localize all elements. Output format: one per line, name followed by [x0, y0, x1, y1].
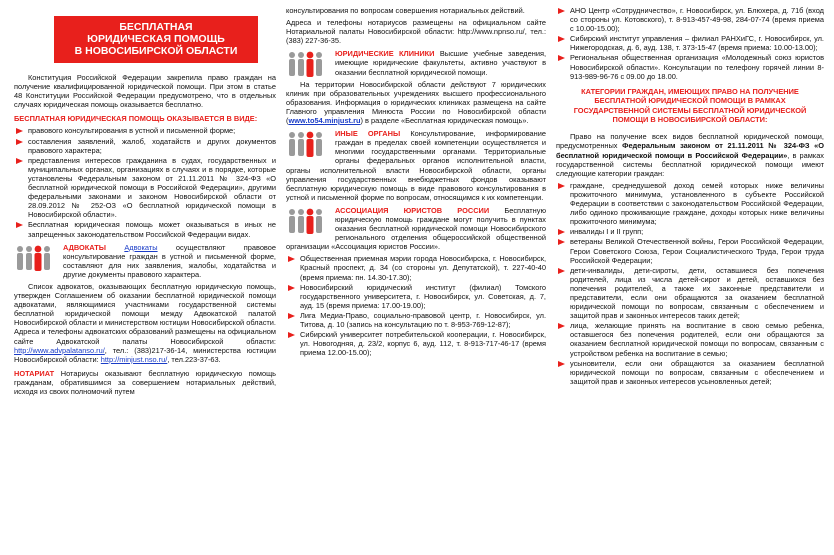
- forms-list: [14, 126, 276, 238]
- notary-addresses: Адреса и телефоны нотариусов размещены на официальном сайте Нотариальной палаты Новосибирской области: http://www.npnso.ru/, тел.: (383) 227-36-35.: [286, 18, 546, 46]
- advocates-text: осуществляют правовое консультирование граждан в устной и письменной форме, составляют для них заявления, жалобы, ходатайства и другие документы правового характера.: [63, 242, 276, 279]
- intro-paragraph: Конституция Российской Федерации закрепила право граждан на получение квалифицированной юридической помощи. При этом в статье 48 Конституции Российской Федерации предусмотрено, что в отдельных случаях юридическая помощь оказывается бесплатно.: [14, 73, 276, 110]
- list-item: ветераны Великой Отечественной войны, Герои Российской Федерации, Герои Советского Союза, Герои Социалистического Труда, Герои труда Российской Федерации;: [556, 237, 824, 264]
- clinics-section: [286, 49, 546, 125]
- list-item: АНО Центр «Сотрудничество», г. Новосибирск, ул. Блюхера, д. 71б (вход со стороны ул. Котовского), т. 8-913-457-49-98, 284-07-74 (время приема с 10.00-15.00);: [556, 6, 824, 33]
- clinics-text: Высшие учебные заведения, имеющие юридические факультеты, активно участвуют в оказании бесплатной юридической помощи.: [335, 49, 546, 77]
- categories-intro-a: Право на получение всех видов бесплатной юридической помощи, предусмотренных: [556, 132, 824, 151]
- list-item: Лига Медиа-Право, социально-правовой центр, г. Новосибирск, ул. Титова, д. 10 (запись на консультацию по т. 8-953-769-12-87);: [286, 311, 546, 329]
- association-title: АССОЦИАЦИЯ ЮРИСТОВ РОССИИ: [335, 205, 490, 215]
- people-group-icon: [286, 50, 330, 78]
- association-points-list: [286, 254, 546, 357]
- other-bodies-section: [286, 129, 546, 202]
- categories-heading: КАТЕГОРИИ ГРАЖДАН, ИМЕЮЩИХ ПРАВО НА ПОЛУЧЕНИЕ БЕСПЛАТНОЙ ЮРИДИЧЕСКОЙ ПОМОЩИ В РАМКАХ ГОСУДАРСТВЕННОЙ СИСТЕМЫ БЕСПЛАТНОЙ ЮРИДИЧЕСКОЙ ПОМОЩИ В НОВОСИБИРСКОЙ ОБЛАСТИ:: [573, 86, 807, 124]
- list-item: Сибирский институт управления – филиал РАНХиГС, г. Новосибирск, ул. Нижегородская, д. 6, ауд. 138, т. 373-15-47 (время приема: 10.00-13.00);: [556, 34, 824, 52]
- column-2: [286, 6, 546, 555]
- association-points-continued: [556, 6, 824, 81]
- title-line-2: ЮРИДИЧЕСКАЯ ПОМОЩЬ: [87, 33, 225, 45]
- categories-intro-c: , в рамках государственной системы бесплатной юридической помощи имеют следующие категории граждан:: [556, 150, 824, 178]
- categories-list: [556, 181, 824, 386]
- list-item: граждане, среднедушевой доход семей которых ниже величины прожиточного минимума, установленного в субъекте Российской Федерации в соответствии с законодательством Российской Федерации, либо одиноко проживающие граждане, доходы которых ниже величины прожиточного минимума;: [556, 181, 824, 226]
- clinics-title: ЮРИДИЧЕСКИЕ КЛИНИКИ: [335, 49, 435, 59]
- other-bodies-text: Консультирование, информирование граждан в пределах своей компетенции осуществляется и многими государственными органами. Территориальные органы федеральных органов исполнительной власти, органы исполнительной власти Новосибирской области, органы управления государственных внебюджетных фондов оказывают бесплатную юридическую помощь в виде правового консультирования в устной и письменной форме по вопросам, относящимся к их компетенции.: [286, 129, 546, 202]
- list-item: Новосибирский юридический институт (филиал) Томского государственного университета, г. Новосибирск, ул. Советская, д. 7, ауд. 15 (время приема: 17.00-19.00);: [286, 283, 546, 310]
- other-bodies-title: ИНЫЕ ОРГАНЫ: [335, 129, 401, 139]
- association-text: Бесплатную юридическую помощь граждане могут получить в пунктах оказания бесплатной юридической помощи Новосибирского регионального отделения общероссийской общественной организации «Ассоциация юристов России».: [286, 205, 546, 252]
- notary-title: НОТАРИАТ: [14, 368, 55, 378]
- list-item: Региональная общественная организация «Молодежный союз юристов Новосибирской области». Консультации по телефону горячей линии 8-913-989-96-76 с 09.00 до 18.00.: [556, 53, 824, 80]
- advocates-link[interactable]: Адвокаты: [124, 242, 158, 252]
- list-item: Общественная приемная мэрии города Новосибирска, г. Новосибирск, Красный проспект, д. 34 (со стороны ул. Депутатской), т. 227-40-40 (время приема: пн. 14.30-17.30);: [286, 254, 546, 281]
- advocates-title: АДВОКАТЫ: [63, 242, 107, 252]
- list-item: Сибирский университет потребительской кооперации, г. Новосибирск, ул. Новогодняя, д. 23/2, корпус 6, ауд. 112, т. 8-913-717-46-17 (время приема 12.00-15.00);: [286, 330, 546, 357]
- list-item: лица, желающие принять на воспитание в свою семью ребенка, оставшегося без попечения родителей, если они обращаются за оказанием бесплатной юридической помощи по вопросам, связанным с устройством ребенка на воспитание в семью;: [556, 321, 824, 357]
- forms-heading: БЕСПЛАТНАЯ ЮРИДИЧЕСКАЯ ПОМОЩЬ ОКАЗЫВАЕТСЯ В ВИДЕ:: [14, 114, 258, 124]
- list-item: представления интересов гражданина в судах, государственных и муниципальных органах, организациях в случаях и в порядке, которые установлены Федеральным законом от 21.11.2011 № 324-ФЗ «О бесплатной юридической помощи в Российской Федерации», другими федеральными законами и законом Новосибирской области от 28.09.2012 № 252-ОЗ «О бесплатной юридической помощи в Новосибирской области».: [14, 156, 276, 220]
- list-item: Бесплатная юридическая помощь может оказываться в иных не запрещенных законодательством Российской Федерации видах.: [14, 220, 276, 238]
- association-section: [286, 206, 546, 358]
- federal-law-reference: Федеральным законом от 21.11.2011 № 324-ФЗ «О бесплатной юридической помощи в Российской Федерации»: [556, 141, 824, 160]
- minjust-phone: , тел.223-37-63.: [167, 354, 221, 364]
- list-item: составления заявлений, жалоб, ходатайств и других документов правового характера;: [14, 137, 276, 155]
- clinics-more-a: На территории Новосибирской области действуют 7 юридических клиник при образовательных учреждениях высшего профессионального образования. Информация о юридических клиниках размещена на сайте Главного управления Минюста России по Новосибирской области (: [286, 79, 546, 126]
- clinics-more-b: ) в разделе «Бесплатная юридическая помощь».: [360, 116, 529, 126]
- list-item: усыновители, если они обращаются за оказанием бесплатной юридической помощи по вопросам, связанным с обеспечением и защитой прав и законных интересов усыновленных детей;: [556, 359, 824, 386]
- column-1: [14, 6, 276, 555]
- advocates-section: [14, 243, 276, 364]
- column-3: [556, 6, 824, 555]
- advpalata-link[interactable]: http://www.advpalatanso.ru/: [14, 345, 105, 355]
- list-item: правового консультирования в устной и письменной форме;: [14, 126, 276, 135]
- title-line-1: БЕСПЛАТНАЯ: [119, 21, 193, 33]
- list-item: дети-инвалиды, дети-сироты, дети, оставшиеся без попечения родителей, лица из числа детей-сирот и детей, оставшихся без попечения родителей, а также их законные представители и представители, если они обращаются за оказанием бесплатной юридической помощи по вопросам, связанным с обеспечением и защитой прав и законных интересов таких детей;: [556, 266, 824, 321]
- minjust-link[interactable]: http://minjust.nso.ru/: [100, 354, 168, 364]
- list-item: инвалиды I и II групп;: [556, 227, 824, 236]
- notary-continued: консультирования по вопросам совершения нотариальных действий.: [286, 6, 525, 15]
- people-group-icon: [286, 207, 330, 235]
- brochure-title: [54, 16, 258, 63]
- to54-link[interactable]: www.to54.minjust.ru: [288, 116, 361, 126]
- advocates-phone: , тел.: (383)217-36-14, министерства юстиции Новосибирской области:: [14, 345, 276, 364]
- advocates-list-text: Список адвокатов, оказывающих бесплатную юридическую помощь, утвержден Соглашением об оказании бесплатной юридической помощи адвокатами, являющимися участниками государственной системы бесплатной юридической помощи между Адвокатской палатой Новосибирской области и министерством юстиции Новосибирской области. Адреса и телефоны адвокатских образований размещены на официальном сайте Адвокатской палаты Новосибирской области:: [14, 281, 276, 346]
- title-line-3: В НОВОСИБИРСКОЙ ОБЛАСТИ: [74, 45, 238, 57]
- notary-text: Нотариусы оказывают бесплатную юридическую помощь гражданам, обратившимся за совершением нотариальных действий, исходя из своих полномочий путем: [14, 368, 276, 396]
- people-group-icon: [286, 130, 330, 158]
- people-group-icon: [14, 244, 58, 272]
